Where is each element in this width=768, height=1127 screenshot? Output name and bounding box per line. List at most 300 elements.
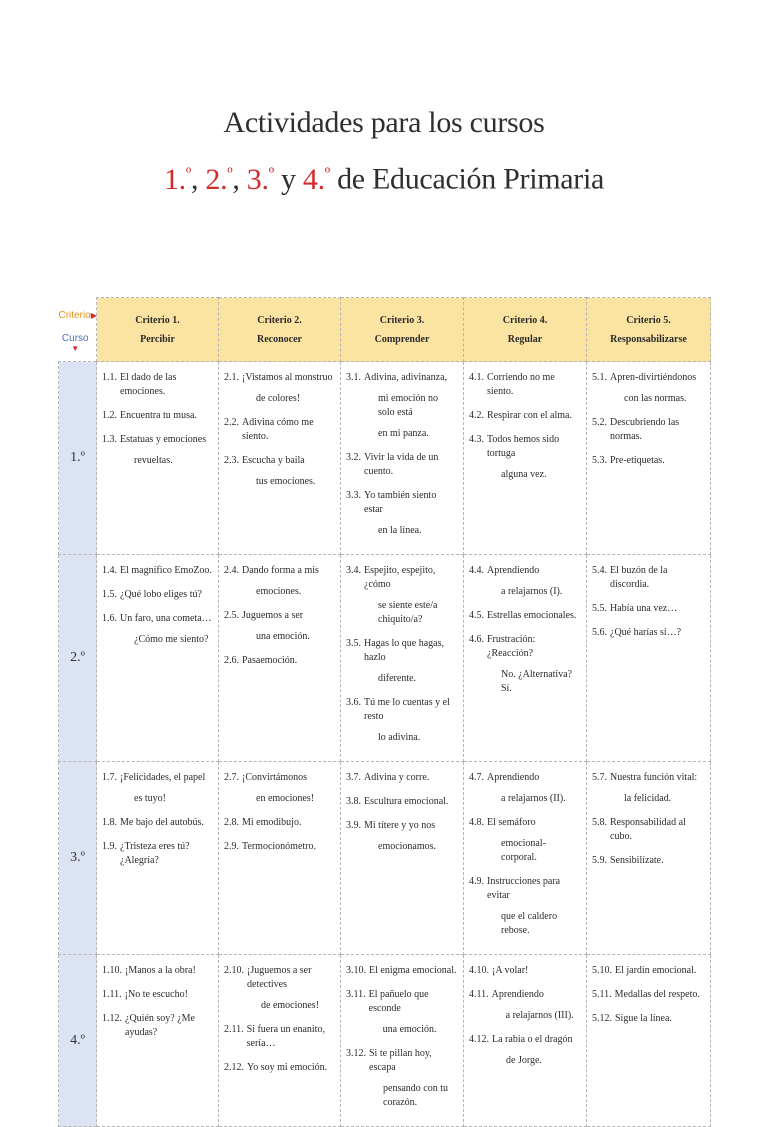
activity-number: 4.4. (469, 565, 484, 576)
activity-title (364, 696, 457, 745)
course-label: 4.º (59, 955, 97, 1127)
activity-item (224, 371, 334, 406)
activity-item (469, 964, 580, 978)
activity-title-line: El jardín emocional. (615, 965, 697, 976)
activity-title (610, 454, 704, 468)
activity-number: 4.2. (469, 410, 484, 421)
activity-number: 2.12. (224, 1062, 244, 1073)
activity-cell (464, 762, 587, 955)
criterion-header: Criterio 1. Percibir (97, 298, 219, 362)
activity-item (346, 371, 457, 441)
activity-title-line: tus emociones. (256, 476, 316, 487)
activity-title-line: Descubriendo las normas. (610, 417, 680, 442)
title-line-2: 1.$^º$, 2.$^º$, 3.$^º$ y 4.$^º$ de Educación Primaria (163, 162, 605, 196)
activity-title-line: de emociones! (261, 1000, 320, 1011)
activity-number: 1.5. (102, 589, 117, 600)
course-3-label: 3.$^º$ (246, 162, 274, 196)
activity-number: 4.12. (469, 1034, 489, 1045)
activity-title-line: Mi títere y yo nos (364, 820, 436, 831)
activity-title-line: Si fuera un enanito, sería… (246, 1024, 325, 1049)
activity-number: 5.4. (592, 565, 607, 576)
activity-number: 2.11. (224, 1024, 244, 1035)
activity-title-line: ¿Qué harías si…? (610, 627, 682, 638)
activity-title-line: en emociones! (256, 793, 315, 804)
activity-title-line: una emoción. (382, 1024, 437, 1035)
activity-title (247, 964, 334, 1013)
activity-item (346, 489, 457, 538)
activity-title-line: ¡A volar! (492, 965, 529, 976)
activity-title-line: Adivina y corre. (364, 772, 430, 783)
activity-item (102, 612, 212, 647)
activity-title-line: Adivina, adivinanza, (364, 372, 448, 383)
activity-title (369, 964, 457, 978)
curso-axis-label: Curso (61, 333, 89, 345)
table-row (59, 362, 711, 555)
activity-title-line: de colores! (256, 393, 301, 404)
activity-title-line: El dado de las emociones. (120, 372, 177, 397)
activity-item (224, 1023, 334, 1051)
activity-number: 1.11. (102, 989, 122, 1000)
activity-title (364, 637, 457, 686)
activity-title-line: Espejito, espejito, ¿cómo (364, 565, 436, 590)
title-line-1: Actividades para los cursos (223, 106, 545, 139)
activity-title-line: pensando con tu corazón. (383, 1083, 448, 1108)
activity-title (120, 409, 212, 423)
activity-number: 1.3. (102, 434, 117, 445)
activity-number: 5.1. (592, 372, 607, 383)
activity-title (610, 771, 704, 806)
activity-title-line: Dando forma a mis (242, 565, 319, 576)
activity-number: 3.1. (346, 372, 361, 383)
course-label: 2.º (59, 555, 97, 762)
activity-title (615, 988, 704, 1002)
activity-item (224, 964, 334, 1013)
activity-title (615, 964, 704, 978)
activity-title (120, 612, 212, 647)
activity-item (346, 696, 457, 745)
activity-title-line: es tuyo! (134, 793, 166, 804)
activity-title-line: revueltas. (134, 455, 173, 466)
activity-number: 5.9. (592, 855, 607, 866)
activity-title (487, 433, 580, 482)
activity-title-line: Estatuas y emociones (120, 434, 207, 445)
table-row (59, 762, 711, 955)
activity-title (364, 489, 457, 538)
activity-number: 4.8. (469, 817, 484, 828)
activity-title-line: Respirar con el alma. (487, 410, 572, 421)
activity-number: 5.10. (592, 965, 612, 976)
activity-cell (97, 955, 219, 1127)
activity-title-line: Tú me lo cuentas y el resto (364, 697, 450, 722)
activity-title (242, 454, 334, 489)
activity-item (469, 633, 580, 696)
activity-title-line: en mi panza. (378, 428, 429, 439)
activity-item (346, 964, 457, 978)
activity-number: 3.6. (346, 697, 361, 708)
activity-title (125, 964, 212, 978)
activity-title-line: El pañuelo que esconde (368, 989, 429, 1014)
activity-title-line: Si te pillan hoy, escapa (369, 1048, 432, 1073)
activity-title-line: una emoción. (256, 631, 310, 642)
activity-title-line: lo adivina. (378, 732, 421, 743)
activity-cell (219, 555, 341, 762)
criterion-header: Criterio 4. Regular (464, 298, 587, 362)
activity-title-line: Corriendo no me siento. (487, 372, 555, 397)
activity-title (242, 654, 334, 668)
activity-number: 5.12. (592, 1013, 612, 1024)
activity-title (369, 1047, 457, 1110)
activity-title (487, 409, 580, 423)
activity-item (346, 771, 457, 785)
activity-title-line: ¡Vistamos al monstruo (242, 372, 333, 383)
activity-title-line: a relajarnos (I). (501, 586, 563, 597)
activity-item (102, 371, 212, 399)
activity-title (487, 633, 580, 696)
activity-title (364, 564, 457, 627)
activity-item (224, 654, 334, 668)
activity-item (224, 564, 334, 599)
activity-item (346, 451, 457, 479)
table-row (59, 555, 711, 762)
activity-title-line: El semáforo (487, 817, 536, 828)
activity-number: 5.7. (592, 772, 607, 783)
activity-title (492, 1033, 580, 1068)
activity-item (102, 988, 212, 1002)
activity-number: 2.9. (224, 841, 239, 852)
activity-title-line: Todos hemos sido tortuga (487, 434, 560, 459)
right-arrow-icon: ▶ (90, 311, 97, 321)
activity-title-line: No. ¿Alternativa? Sí. (501, 669, 573, 694)
activity-title (125, 1012, 212, 1040)
activity-cell (587, 762, 711, 955)
activity-title-line: Escultura emocional. (364, 796, 449, 807)
activity-title (487, 771, 580, 806)
activity-title-line: Aprendiendo (487, 565, 540, 576)
activity-cell (97, 362, 219, 555)
activity-number: 3.5. (346, 638, 361, 649)
activity-number: 2.10. (224, 965, 244, 976)
activity-title-line: alguna vez. (501, 469, 547, 480)
activity-item (469, 875, 580, 938)
activity-cell (219, 955, 341, 1127)
activity-number: 3.7. (346, 772, 361, 783)
activity-number: 4.3. (469, 434, 484, 445)
activity-item (102, 840, 212, 868)
activity-item (592, 854, 704, 868)
activity-number: 3.8. (346, 796, 361, 807)
activity-number: 1.9. (102, 841, 117, 852)
activity-title (364, 451, 457, 479)
activity-title (610, 371, 704, 406)
activity-number: 4.11. (469, 989, 489, 1000)
activity-item (224, 1061, 334, 1075)
activity-title (242, 371, 334, 406)
table-corner (59, 298, 97, 362)
activity-number: 1.1. (102, 372, 117, 383)
activity-title-line: diferente. (378, 673, 417, 684)
activity-item (469, 564, 580, 599)
activity-item (346, 988, 457, 1037)
activity-item (102, 771, 212, 806)
activity-title (487, 816, 580, 865)
activity-number: 1.8. (102, 817, 117, 828)
activity-title-line: La rabia o el dragón (492, 1034, 573, 1045)
activity-title-line: Aprendiendo (491, 989, 544, 1000)
activity-cell (219, 762, 341, 955)
activity-title (120, 588, 212, 602)
activity-cell (341, 955, 464, 1127)
activity-item (469, 1033, 580, 1068)
activity-item (592, 564, 704, 592)
activity-number: 2.3. (224, 455, 239, 466)
activity-title-line: Escucha y baila (242, 455, 305, 466)
activity-title (487, 371, 580, 399)
activity-title-line: ¿Tristeza eres tú? ¿Alegría? (120, 841, 190, 866)
activity-number: 1.6. (102, 613, 117, 624)
activity-title (610, 816, 704, 844)
activity-number: 3.4. (346, 565, 361, 576)
activity-number: 1.4. (102, 565, 117, 576)
activity-title-line: Vivir la vida de un cuento. (364, 452, 439, 477)
activity-cell (97, 555, 219, 762)
activity-cell (587, 555, 711, 762)
activity-item (592, 454, 704, 468)
activity-title (125, 988, 212, 1002)
down-arrow-icon: ▼ (71, 344, 80, 354)
activity-title-line: ¿Qué lobo eliges tú? (120, 589, 202, 600)
activity-title (487, 609, 580, 623)
activity-item (102, 564, 212, 578)
activity-number: 3.3. (346, 490, 361, 501)
activity-number: 1.2. (102, 410, 117, 421)
activity-title-line: la felicidad. (624, 793, 672, 804)
activity-number: 4.1. (469, 372, 484, 383)
activity-title (120, 564, 212, 578)
activity-item (469, 433, 580, 482)
activity-item (346, 795, 457, 809)
activity-item (469, 988, 580, 1023)
activity-title-line: ¡No te escucho! (124, 989, 188, 1000)
activity-title-line: a relajarnos (III). (505, 1010, 574, 1021)
activity-item (469, 816, 580, 865)
activity-title (242, 840, 334, 854)
course-2-label: 2.$^º$ (205, 162, 233, 196)
activity-item (224, 840, 334, 854)
activity-number: 5.8. (592, 817, 607, 828)
activity-number: 2.2. (224, 417, 239, 428)
activity-cell (587, 362, 711, 555)
activity-item (592, 416, 704, 444)
activity-item (346, 637, 457, 686)
activity-title (610, 854, 704, 868)
activity-number: 3.10. (346, 965, 366, 976)
activity-cell (341, 555, 464, 762)
activity-number: 5.6. (592, 627, 607, 638)
activity-title (120, 771, 212, 806)
activity-title (247, 1023, 334, 1051)
activity-title-line: Pasaemoción. (242, 655, 298, 666)
activity-title (120, 433, 212, 468)
activity-title (364, 819, 457, 854)
activity-item (224, 416, 334, 444)
activity-item (592, 371, 704, 406)
activity-item (102, 588, 212, 602)
course-1-label: 1.$^º$ (163, 162, 191, 196)
activity-item (224, 771, 334, 806)
activity-title (369, 988, 457, 1037)
activity-title-line: Frustración: ¿Reacción? (487, 634, 536, 659)
activity-title (242, 816, 334, 830)
activity-title (610, 564, 704, 592)
activity-item (102, 964, 212, 978)
activity-title-line: Responsabilidad al cubo. (610, 817, 686, 842)
activity-title-line: Sensibilízate. (610, 855, 664, 866)
activity-title-line: Yo también siento estar (364, 490, 437, 515)
criterion-header: Criterio 3. Comprender (341, 298, 464, 362)
criterion-header: Criterio 2. Reconocer (219, 298, 341, 362)
activity-number: 5.3. (592, 455, 607, 466)
activity-item (469, 371, 580, 399)
activity-cell (97, 762, 219, 955)
activity-title (364, 371, 457, 441)
activity-title-line: emocionamos. (378, 841, 437, 852)
activity-title-line: ¿Cómo me siento? (134, 634, 209, 645)
activity-title (610, 626, 704, 640)
activity-item (592, 964, 704, 978)
activity-item (224, 816, 334, 830)
activity-title-line: de Jorge. (506, 1055, 542, 1066)
activity-number: 1.12. (102, 1013, 122, 1024)
activity-item (224, 454, 334, 489)
activity-title-line: Termocionómetro. (242, 841, 316, 852)
activity-number: 5.11. (592, 989, 612, 1000)
activity-number: 3.2. (346, 452, 361, 463)
activity-number: 3.12. (346, 1048, 366, 1059)
activity-title (120, 840, 212, 868)
activity-number: 1.7. (102, 772, 117, 783)
activity-number: 3.9. (346, 820, 361, 831)
activity-item (592, 771, 704, 806)
activities-table (58, 297, 711, 1127)
activity-title-line: Pre-etiquetas. (610, 455, 665, 466)
activity-title (120, 371, 212, 399)
activity-cell (464, 362, 587, 555)
course-4-label: 4.$^º$ (302, 162, 330, 196)
activity-title (364, 795, 457, 809)
activity-title-line: Aprendiendo (487, 772, 540, 783)
activity-title-line: Apren-divirtiéndonos (610, 372, 697, 383)
activity-title-line: Sigue la línea. (615, 1013, 672, 1024)
activity-number: 2.8. (224, 817, 239, 828)
activity-title (247, 1061, 334, 1075)
activity-title-line: Medallas del respeto. (614, 989, 700, 1000)
activity-item (592, 988, 704, 1002)
activity-title-line: ¡Juguemos a ser detectives (247, 965, 312, 990)
activity-title-line: ¡Convirtámonos (242, 772, 307, 783)
activity-number: 1.10. (102, 965, 122, 976)
activity-item (102, 816, 212, 830)
activity-cell (587, 955, 711, 1127)
activity-number: 4.7. (469, 772, 484, 783)
activity-title-line: Había una vez… (610, 603, 678, 614)
activity-number: 3.11. (346, 989, 366, 1000)
activity-number: 4.6. (469, 634, 484, 645)
activity-title-line: en la línea. (378, 525, 422, 536)
activity-title-line: Me bajo del autobús. (120, 817, 204, 828)
activity-number: 2.6. (224, 655, 239, 666)
activity-title (487, 875, 580, 938)
page-title (0, 98, 768, 205)
activity-item (592, 626, 704, 640)
activity-item (592, 602, 704, 616)
activity-title-line: Estrellas emocionales. (487, 610, 577, 621)
activity-number: 2.4. (224, 565, 239, 576)
activity-title-line: Encuentra tu musa. (120, 410, 197, 421)
criterion-header: Criterio 5. Responsabilizarse (587, 298, 711, 362)
activity-item (102, 433, 212, 468)
activity-cell (219, 362, 341, 555)
activity-title-line: Juguemos a ser (242, 610, 304, 621)
activity-number: 4.9. (469, 876, 484, 887)
activity-title-line: Un faro, una cometa… (120, 613, 212, 624)
activity-title (492, 988, 580, 1023)
activity-number: 2.7. (224, 772, 239, 783)
activity-title (242, 771, 334, 806)
activity-title-line: ¡Felicidades, el papel (120, 772, 206, 783)
activity-item (346, 564, 457, 627)
activity-title-line: Yo soy mi emoción. (247, 1062, 328, 1073)
activity-title-line: con las normas. (624, 393, 687, 404)
activity-title-line: Mi emodibujo. (242, 817, 302, 828)
activity-title (242, 609, 334, 644)
activity-title (242, 564, 334, 599)
activity-item (469, 771, 580, 806)
activity-title (364, 771, 457, 785)
activity-item (346, 819, 457, 854)
activity-title-line: ¡Manos a la obra! (125, 965, 196, 976)
activity-cell (341, 762, 464, 955)
activity-item (346, 1047, 457, 1110)
activity-number: 2.5. (224, 610, 239, 621)
activity-number: 2.1. (224, 372, 239, 383)
activity-cell (464, 955, 587, 1127)
activity-title-line: Hagas lo que hagas, hazlo (364, 638, 444, 663)
activity-title (610, 416, 704, 444)
course-label: 1.º (59, 362, 97, 555)
activity-cell (341, 362, 464, 555)
activity-item (469, 409, 580, 423)
activity-number: 5.2. (592, 417, 607, 428)
activity-title-line: mi emoción no solo está (378, 393, 438, 418)
activity-number: 4.5. (469, 610, 484, 621)
table-row (59, 955, 711, 1127)
activity-title-line: Adivina cómo me siento. (242, 417, 314, 442)
activity-title (487, 564, 580, 599)
activity-title-line: emocional-corporal. (501, 838, 546, 863)
activity-title-line: Nuestra función vital: (610, 772, 698, 783)
activity-title-line: El buzón de la discordia. (610, 565, 668, 590)
activity-title (492, 964, 580, 978)
activity-title-line: se siente este/a chiquito/a? (378, 600, 438, 625)
activity-title-line: emociones. (256, 586, 302, 597)
activity-cell (464, 555, 587, 762)
activity-item (592, 816, 704, 844)
activity-title-line: ¿Quién soy? ¿Me ayudas? (125, 1013, 195, 1038)
activity-item (469, 609, 580, 623)
activity-title-line: que el caldero rebose. (501, 911, 558, 936)
criterio-axis-label: Criterio (58, 310, 91, 322)
activity-title-line: a relajarnos (II). (501, 793, 566, 804)
